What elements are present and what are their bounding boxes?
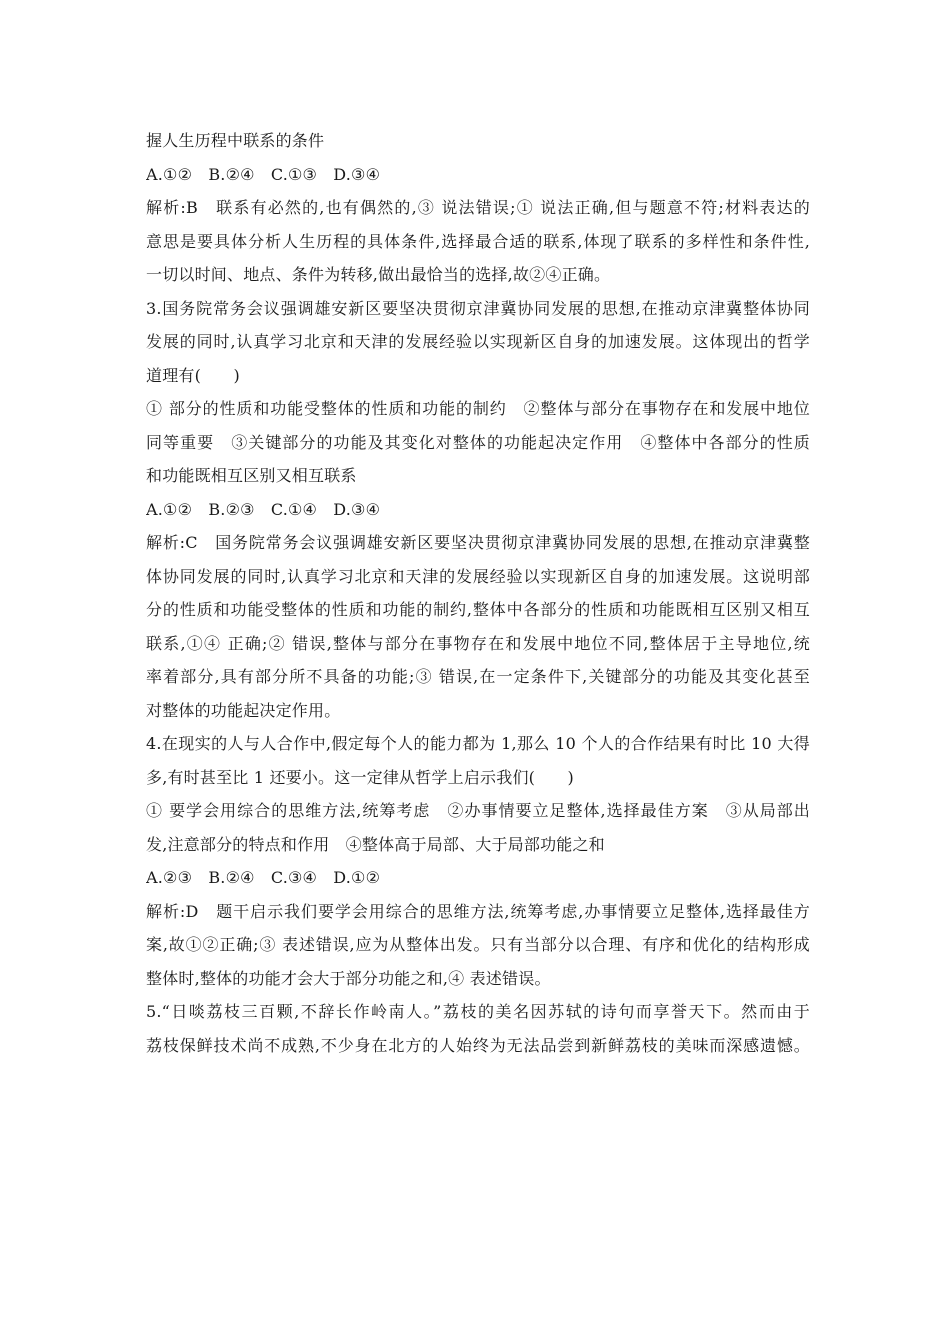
text-line: 解析:B 联系有必然的,也有偶然的,③ 说法错误;① 说法正确,但与题意不符;材料表达的 <box>146 198 810 217</box>
text-line: 发展的同时,认真学习北京和天津的发展经验以实现新区自身的加速发展。这体现出的哲学 <box>146 332 810 351</box>
text-line: 一切以时间、地点、条件为转移,做出最恰当的选择,故②④正确。 <box>146 265 611 284</box>
text-line: 意思是要具体分析人生历程的具体条件,选择最合适的联系,体现了联系的多样性和条件性, <box>146 231 810 251</box>
text-line: 整体时,整体的功能才会大于部分功能之和,④ 表述错误。 <box>146 968 551 988</box>
text-line: 体协同发展的同时,认真学习北京和天津的发展经验以实现新区自身的加速发展。这说明部 <box>146 566 810 586</box>
text-line: 案,故①②正确;③ 表述错误,应为从整体出发。只有当部分以合理、有序和优化的结构形成 <box>146 935 810 954</box>
text-line: 荔枝保鲜技术尚不成熟,不少身在北方的人始终为无法品尝到新鲜荔枝的美味而深感遗憾。 <box>146 1035 810 1055</box>
text-line: 对整体的功能起决定作用。 <box>146 700 341 720</box>
text-line: 分的性质和功能受整体的性质和功能的制约,整体中各部分的性质和功能既相互区别又相互 <box>146 600 810 619</box>
text-line: 5.“日啖荔枝三百颗,不辞长作岭南人。”荔枝的美名因苏轼的诗句而享誉天下。然而由于 <box>146 1002 810 1021</box>
text-line: ① 部分的性质和功能受整体的性质和功能的制约 ②整体与部分在事物存在和发展中地位 <box>146 399 810 418</box>
text-line: 同等重要 ③关键部分的功能及其变化对整体的功能起决定作用 ④整体中各部分的性质 <box>146 432 810 452</box>
text-line: A.②③ B.②④ C.③④ D.①② <box>146 868 381 887</box>
text-line: ① 要学会用综合的思维方法,统筹考虑 ②办事情要立足整体,选择最佳方案 ③从局部出 <box>146 801 810 820</box>
text-line: 解析:D 题干启示我们要学会用综合的思维方法,统筹考虑,办事情要立足整体,选择最佳方 <box>146 901 810 921</box>
text-line: 4.在现实的人与人合作中,假定每个人的能力都为 1,那么 10 个人的合作结果有时比 10 大得 <box>146 734 810 753</box>
text-line: 发,注意部分的特点和作用 ④整体高于局部、大于局部功能之和 <box>146 834 605 854</box>
text-line: 3.国务院常务会议强调雄安新区要坚决贯彻京津冀协同发展的思想,在推动京津冀整体协同 <box>146 298 810 318</box>
text-line: 率着部分,具有部分所不具备的功能;③ 错误,在一定条件下,关键部分的功能及其变化甚至 <box>146 667 810 686</box>
document-page <box>146 124 810 1062</box>
text-line: 解析:C 国务院常务会议强调雄安新区要坚决贯彻京津冀协同发展的思想,在推动京津冀整 <box>146 533 810 552</box>
text-line: 联系,①④ 正确;② 错误,整体与部分在事物存在和发展中地位不同,整体居于主导地位,统 <box>146 633 810 653</box>
text-line: 和功能既相互区别又相互联系 <box>146 466 357 485</box>
text-line: 握人生历程中联系的条件 <box>146 131 325 150</box>
text-line: 道理有( ) <box>146 365 240 385</box>
text-line: A.①② B.②④ C.①③ D.③④ <box>146 164 381 184</box>
text-line: A.①② B.②③ C.①④ D.③④ <box>146 499 381 519</box>
text-line: 多,有时甚至比 1 还要小。这一定律从哲学上启示我们( ) <box>146 767 574 787</box>
